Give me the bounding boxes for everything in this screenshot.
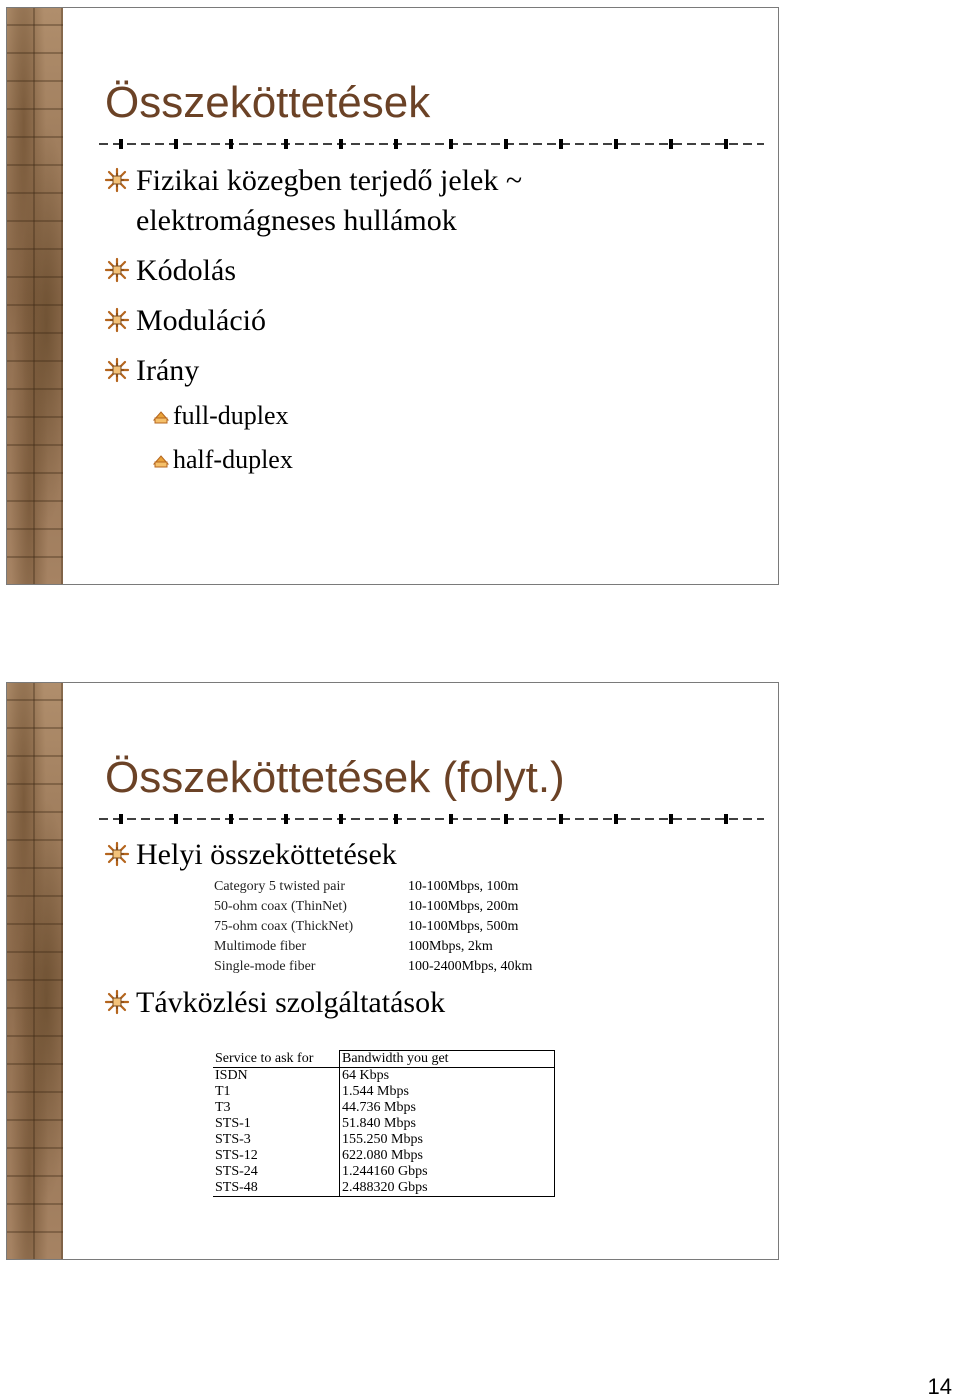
divider-tick — [724, 814, 728, 824]
divider-tick — [284, 139, 288, 149]
services-table — [213, 1050, 555, 1197]
bullet-item — [104, 351, 199, 391]
bullet-text: Fizikai közegben terjedő jelek ~ — [136, 164, 523, 197]
table-header-row — [213, 1051, 555, 1068]
divider-tick — [559, 139, 563, 149]
bandwidth-cell: 622.080 Mbps — [340, 1148, 555, 1164]
star-bullet-icon — [104, 357, 130, 383]
title-divider — [99, 138, 764, 150]
spec-cell: 10-100Mbps, 500m — [408, 919, 519, 934]
divider-tick — [614, 814, 618, 824]
star-bullet-icon — [104, 307, 130, 333]
divider-tick — [504, 814, 508, 824]
spec-cell: 100Mbps, 2km — [408, 939, 493, 954]
divider-tick — [614, 139, 618, 149]
bullet-text: Kódolás — [136, 254, 236, 287]
service-cell: STS-3 — [213, 1132, 340, 1148]
divider-tick — [174, 814, 178, 824]
spec-cell: 10-100Mbps, 100m — [408, 879, 519, 894]
bandwidth-cell: 44.736 Mbps — [340, 1100, 555, 1116]
star-bullet-icon — [104, 841, 130, 867]
medium-cell: 50-ohm coax (ThinNet) — [214, 899, 347, 914]
divider-tick — [559, 814, 563, 824]
divider-tick — [339, 139, 343, 149]
table-row — [213, 1068, 555, 1085]
service-cell: STS-48 — [213, 1180, 340, 1197]
media-table — [212, 876, 550, 978]
table-row — [213, 1084, 555, 1100]
divider-tick — [394, 139, 398, 149]
divider-tick — [449, 139, 453, 149]
divider-tick — [119, 139, 123, 149]
decorative-side-strip — [7, 8, 63, 584]
service-cell: ISDN — [213, 1068, 340, 1085]
bullet-text-continued: elektromágneses hullámok — [136, 204, 457, 237]
slide-1 — [6, 7, 779, 585]
header-cell: Bandwidth you get — [340, 1051, 555, 1068]
divider-tick — [669, 814, 673, 824]
page-number: 14 — [927, 1374, 952, 1399]
divider-tick — [504, 139, 508, 149]
service-cell: STS-1 — [213, 1116, 340, 1132]
bandwidth-cell: 64 Kbps — [340, 1068, 555, 1085]
sub-bullet-icon — [151, 406, 171, 426]
bandwidth-cell: 155.250 Mbps — [340, 1132, 555, 1148]
star-bullet-icon — [104, 989, 130, 1015]
service-cell: STS-24 — [213, 1164, 340, 1180]
service-cell: T1 — [213, 1084, 340, 1100]
divider-tick — [339, 814, 343, 824]
sub-bullet-text: half-duplex — [173, 445, 293, 474]
table-row — [214, 898, 548, 916]
spec-cell: 10-100Mbps, 200m — [408, 899, 519, 914]
sub-bullet-text: full-duplex — [173, 401, 289, 430]
divider-tick — [724, 139, 728, 149]
bandwidth-cell: 51.840 Mbps — [340, 1116, 555, 1132]
table-row — [213, 1116, 555, 1132]
table-row — [214, 918, 548, 936]
bullet-item — [104, 835, 397, 875]
divider-tick — [449, 814, 453, 824]
table-row — [213, 1180, 555, 1197]
slide-2 — [6, 682, 779, 1260]
medium-cell: 75-ohm coax (ThickNet) — [214, 919, 354, 934]
service-cell: T3 — [213, 1100, 340, 1116]
divider-tick — [229, 139, 233, 149]
sub-bullet-icon — [151, 450, 171, 470]
bullet-text: Helyi összeköttetések — [136, 838, 397, 871]
bullet-text: Irány — [136, 354, 200, 387]
service-cell: STS-12 — [213, 1148, 340, 1164]
table-row — [214, 958, 548, 976]
table-row — [213, 1164, 555, 1180]
table-row — [213, 1100, 555, 1116]
header-cell: Service to ask for — [213, 1051, 340, 1068]
slide-title: Összeköttetések — [105, 78, 431, 127]
divider-tick — [229, 814, 233, 824]
star-bullet-icon — [104, 167, 130, 193]
table-row — [213, 1148, 555, 1164]
divider-tick — [174, 139, 178, 149]
divider-tick — [394, 814, 398, 824]
medium-cell: Multimode fiber — [214, 939, 307, 954]
divider-tick — [669, 139, 673, 149]
divider-tick — [284, 814, 288, 824]
bandwidth-cell: 2.488320 Gbps — [340, 1180, 555, 1197]
spec-cell: 100-2400Mbps, 40km — [408, 959, 533, 974]
bullet-item — [104, 983, 445, 1023]
bullet-text: Moduláció — [136, 304, 266, 337]
bullet-text: Távközlési szolgáltatások — [136, 986, 446, 1019]
medium-cell: Single-mode fiber — [214, 959, 316, 974]
bandwidth-cell: 1.544 Mbps — [340, 1084, 555, 1100]
bullet-item — [104, 301, 266, 341]
table-row — [214, 878, 548, 896]
bandwidth-cell: 1.244160 Gbps — [340, 1164, 555, 1180]
medium-cell: Category 5 twisted pair — [214, 879, 346, 894]
bullet-item — [104, 251, 236, 291]
table-row — [214, 938, 548, 956]
slide-title: Összeköttetések (folyt.) — [105, 753, 565, 802]
divider-tick — [119, 814, 123, 824]
title-divider — [99, 813, 764, 825]
table-row — [213, 1132, 555, 1148]
sub-bullet-item — [151, 399, 289, 433]
decorative-side-strip — [7, 683, 63, 1259]
star-bullet-icon — [104, 257, 130, 283]
bullet-item — [104, 161, 522, 241]
sub-bullet-item — [151, 443, 293, 477]
